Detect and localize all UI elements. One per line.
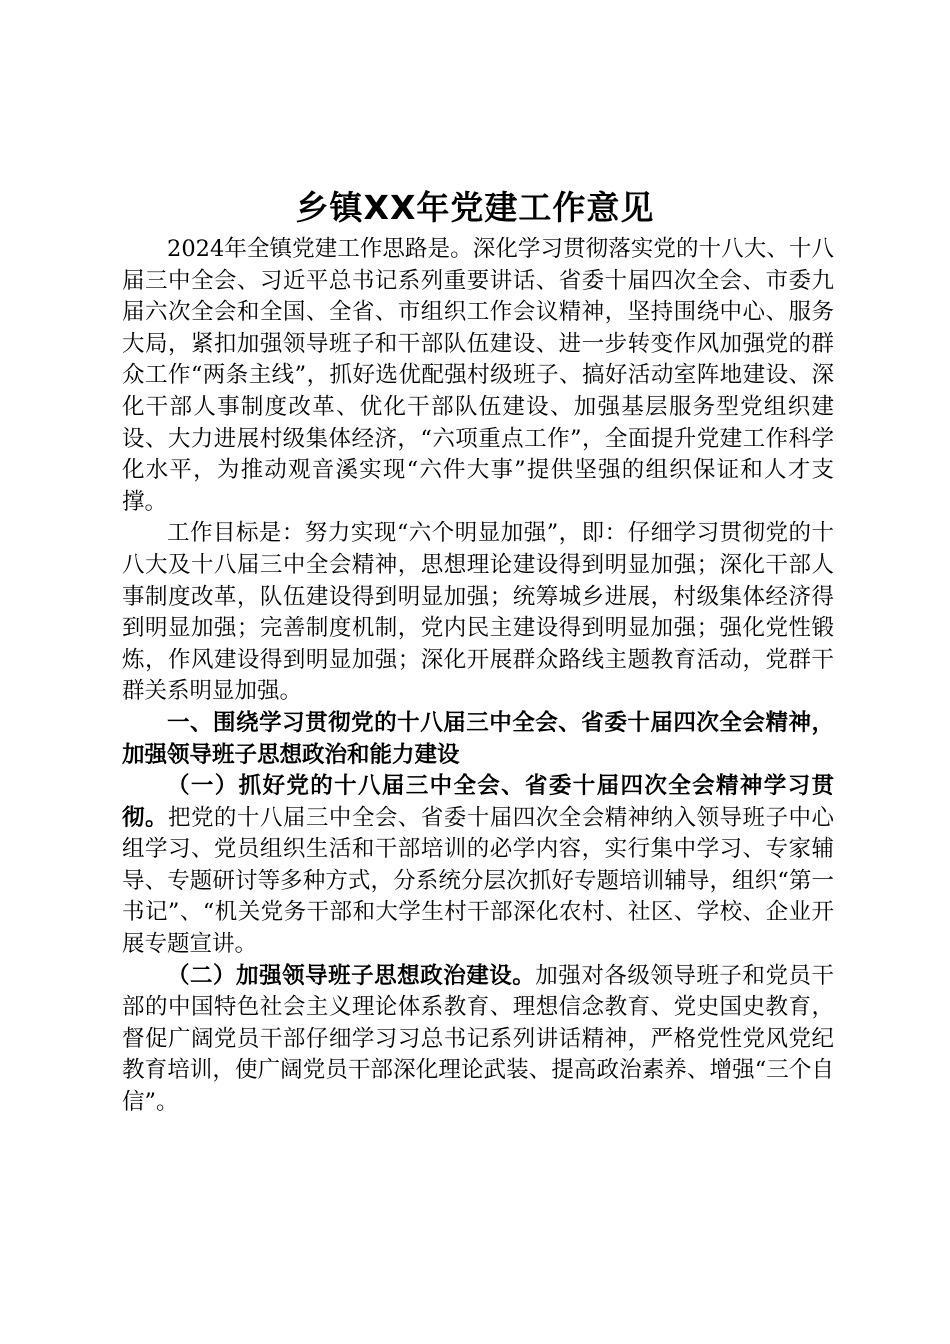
paragraph-text: 把党的十八届三中全会、省委十届四次全会精神纳入领导班子中心组学习、党员组织生活和干部培训的必学内容，实行集中学习、专家辅导、专题研讨等多种方式，分系统分层次抓好专题培训辅导，组织“第一书记”、“机关党务干部和大学生村干部深化农村、社区、学校、企业开展专题宣讲。 <box>122 804 834 958</box>
paragraph-text: 2024年全镇党建工作思路是。深化学习贯彻落实党的十八大、十八届三中全会、习近平总书记系列重要讲话、省委十届四次全会、市委九届六次全会和全国、全省、市组织工作会议精神，坚持围绕中心、服务大局，紧扣加强领导班子和干部队伍建设、进一步转变作风加强党的群众工作“两条主线”，抓好选优配强村级班子、搞好活动室阵地建设、深化干部人事制度改革、优化干部队伍建设、加强基层服务型党组织建设、大力进展村级集体经济，“六项重点工作”，全面提升党建工作科学化水平，为推动观音溪实现“六件大事”提供坚强的组织保证和人才支撑。 <box>122 236 834 515</box>
document-title: 乡镇XX年党建工作意见 <box>295 188 655 227</box>
paragraph-text: 加强对各级领导班子和党员干部的中国特色社会主义理论体系教育、理想信念教育、党史国史教育，督促广阔党员干部仔细学习习总书记系列讲话精神，严格党性党风党纪教育培训，使广阔党员干部深化理论武装、提高政治素养、增强“三个自信”。 <box>122 962 834 1116</box>
subsection-lead: （二）加强领导班子思想政治建设。 <box>167 962 536 989</box>
section-heading-1 <box>122 708 834 771</box>
paragraph-text: 工作目标是：努力实现“六个明显加强”，即：仔细学习贯彻党的十八大及十八届三中全会精神，思想理论建设得到明显加强；深化干部人事制度改革，队伍建设得到明显加强；统筹城乡进展，村级集体经济得到明显加强；完善制度机制，党内民主建设得到明显加强；强化党性锻炼，作风建设得到明显加强；深化开展群众路线主题教育活动，党群干群关系明显加强。 <box>122 520 834 705</box>
subsection-2 <box>122 961 834 1119</box>
subsection-lead: （一）抓好党的十八届三中全会、省委十届四次全会精神学习贯彻。 <box>122 773 834 831</box>
subsection-1 <box>122 771 834 961</box>
paragraph-work-approach <box>122 234 834 518</box>
document-body <box>122 234 834 1119</box>
heading-text: 一、围绕学习贯彻党的十八届三中全会、省委十届四次全会精神，加强领导班子思想政治和能力建设 <box>122 709 834 768</box>
paragraph-work-goals <box>122 518 834 708</box>
